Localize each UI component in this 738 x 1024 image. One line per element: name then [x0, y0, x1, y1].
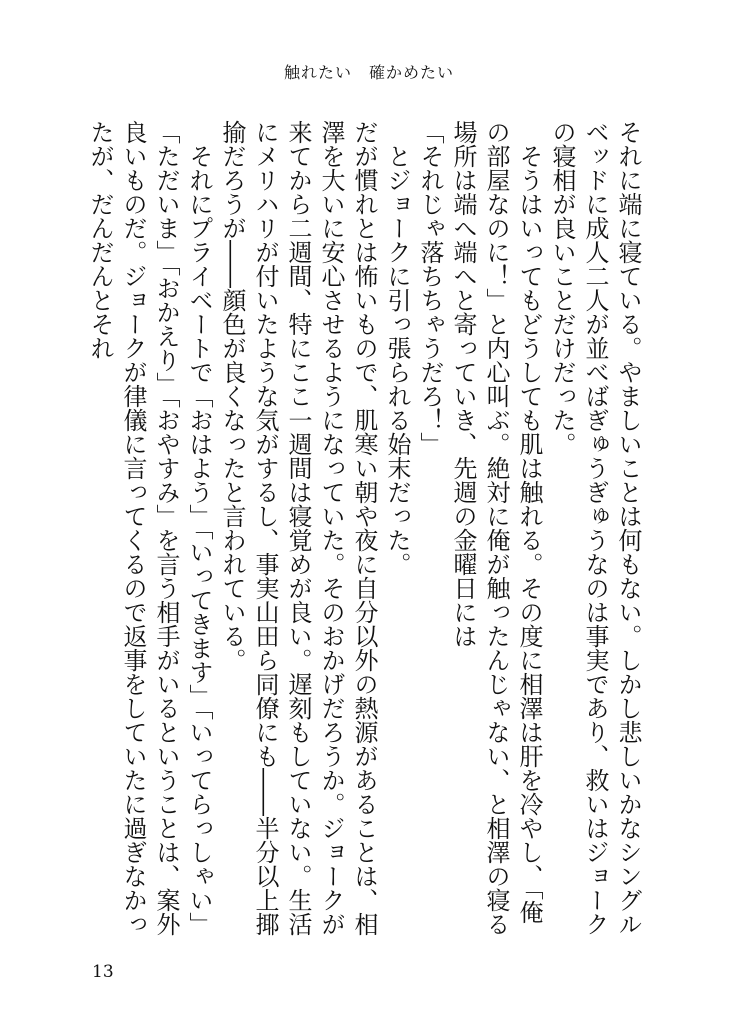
paragraph-3: 「それじゃ落ちちゃうだろ！」: [416, 120, 444, 456]
page-number: 13: [92, 962, 114, 982]
paragraph-4: とジョークに引っ張られる始末だった。: [383, 120, 411, 576]
running-head: 触れたい 確かめたい: [283, 63, 454, 82]
paragraph-2: そうはいってもどうしても肌は触れる。その度に相澤は肝を冷やし、「俺の部屋なのに！」と内心叫ぶ。絶対に俺が触ったんじゃない、と相澤の寝る場所は端へ端へと寄っていき、先週の金曜日には: [449, 120, 543, 936]
paragraph-5: だが慣れとは怖いもので、肌寒い朝や夜に自分以外の熱源があることは、相澤を大いに安心させるようになっていた。そのおかげだろうか。ジョークが来てから二週間、特にここ一週間は寝覚めが良い。遅刻もしていない。生活にメリハリが付いたような気がするし、事実山田ら同僚にも――半分以上揶揄だろうが――顔色が良くなったと言われている。: [218, 120, 378, 936]
body-text: [83, 120, 644, 940]
paragraph-6: それにプライベートで「おはよう」「いってきます」「いってらっしゃい」「ただいま」「おかえり」「おやすみ」を言う相手がいるということは、案外良いものだ。ジョークが律儀に言ってくるので返事をしていたに過ぎなかったが、だんだんとそれ: [86, 120, 213, 936]
paragraph-1: それに端に寝ている。やましいことは何もない。しかし悲しいかなシングルベッドに成人二人が並べばぎゅうぎゅうなのは事実であり、救いはジョークの寝相が良いことだけだった。: [548, 120, 642, 936]
